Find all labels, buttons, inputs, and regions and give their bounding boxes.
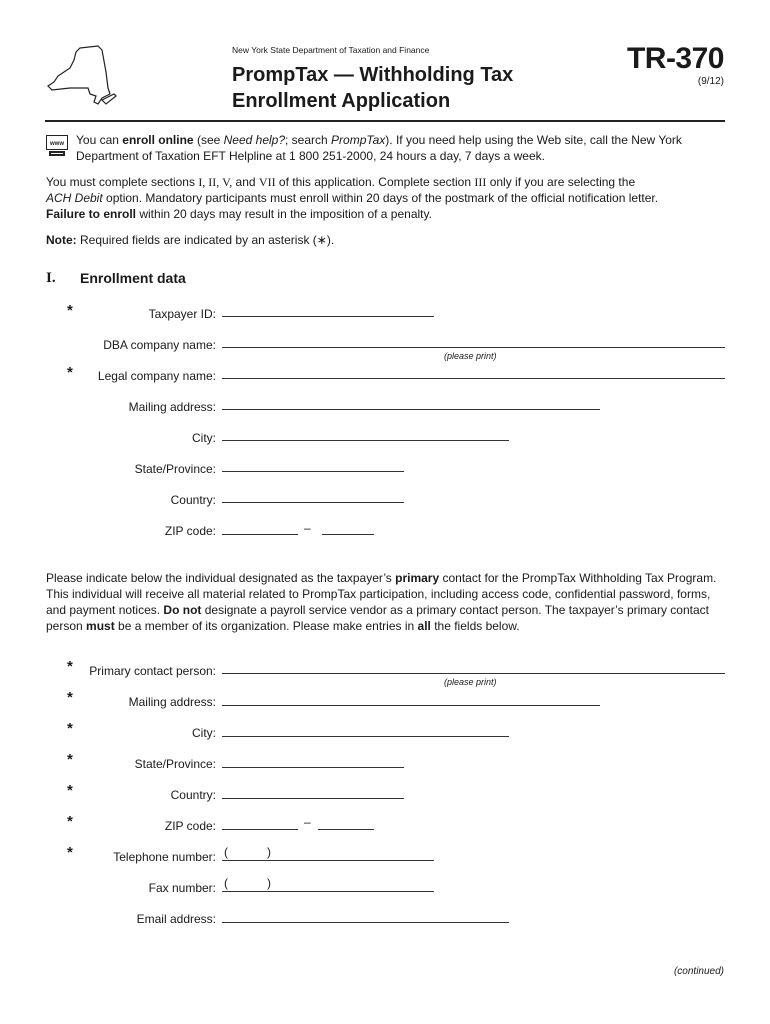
text: of this application. Complete section (275, 175, 475, 189)
section-vii: VII (258, 175, 276, 189)
zip-dash: – (304, 521, 311, 535)
required-asterisk: * (67, 844, 73, 861)
email-address-field[interactable] (222, 922, 509, 923)
ach-debit-term: ACH Debit (46, 191, 103, 205)
text: be a member of its organization. Please make entries in (114, 619, 418, 633)
need-help-link[interactable]: Need help? (223, 133, 286, 147)
svg-text:www: www (49, 141, 65, 147)
sections-paragraph (46, 174, 726, 222)
mailing-address-field[interactable] (222, 409, 600, 410)
required-asterisk: * (67, 302, 73, 319)
sections-list: I, II, V, (198, 175, 233, 189)
area-code-close-paren: ) (267, 876, 271, 890)
form-title-line1: PrompTax — Withholding Tax (232, 64, 514, 86)
text: contact for the PrompTax Withholding Tax Program. This individual will receive all material related to PrompTax participation, including access code, confidential password, forms, and payment notices. (46, 571, 717, 617)
note-label: Note: (46, 233, 77, 247)
contact-country-label: Country: (170, 788, 216, 802)
promptax-term: PrompTax (331, 133, 386, 147)
contact-zip-code-field[interactable] (222, 829, 298, 830)
fax-number-field[interactable] (222, 891, 434, 892)
enroll-online-paragraph (76, 132, 726, 164)
contact-zip-code-label: ZIP code: (164, 819, 216, 833)
telephone-number-label: Telephone number: (113, 850, 216, 864)
zip-code-field[interactable] (222, 534, 298, 535)
text: Please indicate below the individual designated as the taxpayer’s (46, 571, 396, 585)
section-number: I. (46, 270, 56, 286)
enroll-online-text: enroll online (122, 133, 194, 147)
required-asterisk: * (67, 751, 73, 768)
note-text: Required fields are indicated by an asterisk (∗). (76, 233, 335, 247)
primary-text: primary (395, 571, 440, 585)
mailing-address-label: Mailing address: (128, 400, 216, 414)
contact-state-province-field[interactable] (222, 767, 404, 768)
taxpayer-id-label: Taxpayer ID: (148, 307, 216, 321)
section-title: Enrollment data (80, 270, 186, 286)
text: option. Mandatory participants must enroll within 20 days of the postmark of the official notification letter. (102, 191, 659, 205)
required-asterisk: * (67, 658, 73, 675)
header-divider (45, 120, 725, 122)
text: within 20 days may result in the imposition of a penalty. (136, 207, 432, 221)
text: ; search (285, 133, 332, 147)
please-print-note: (please print) (444, 677, 497, 687)
text: only if you are selecting the (486, 175, 636, 189)
contact-mailing-address-field[interactable] (222, 705, 600, 706)
contact-country-field[interactable] (222, 798, 404, 799)
contact-city-field[interactable] (222, 736, 509, 737)
contact-mailing-address-label: Mailing address: (128, 695, 216, 709)
agency-name: New York State Department of Taxation and Finance (232, 45, 430, 55)
do-not-text: Do not (163, 603, 202, 617)
state-province-field[interactable] (222, 471, 404, 472)
contact-city-label: City: (192, 726, 216, 740)
primary-contact-label: Primary contact person: (89, 664, 216, 678)
required-asterisk: * (67, 720, 73, 737)
telephone-number-field[interactable] (222, 860, 434, 861)
area-code-open-paren: ( (224, 876, 228, 890)
dba-company-name-label: DBA company name: (103, 338, 216, 352)
primary-contact-field[interactable] (222, 673, 725, 674)
required-asterisk: * (67, 782, 73, 799)
text: and (232, 175, 259, 189)
required-asterisk: * (67, 813, 73, 830)
required-note (46, 232, 726, 248)
legal-company-name-label: Legal company name: (97, 369, 216, 383)
text: designate a payroll service vendor as a primary contact person. The taxpayer’s primary contact person (46, 603, 709, 633)
primary-contact-paragraph (46, 570, 726, 634)
zip-extension-field[interactable] (322, 534, 374, 535)
city-field[interactable] (222, 440, 509, 441)
area-code-close-paren: ) (267, 845, 271, 859)
legal-company-name-field[interactable] (222, 378, 725, 379)
contact-zip-extension-field[interactable] (318, 829, 374, 830)
contact-state-province-label: State/Province: (134, 757, 216, 771)
zip-code-label: ZIP code: (164, 524, 216, 538)
text: (see (193, 133, 224, 147)
state-province-label: State/Province: (134, 462, 216, 476)
new-york-state-map-icon (40, 42, 120, 112)
text: You can (76, 133, 123, 147)
revision-date: (9/12) (697, 76, 724, 87)
taxpayer-id-field[interactable] (222, 316, 434, 317)
text: ). If you need help using the Web site, call the New York (385, 133, 682, 147)
failure-to-enroll-text: Failure to enroll (46, 207, 137, 221)
text: the fields below. (430, 619, 520, 633)
www-computer-icon (46, 133, 68, 159)
dba-company-name-field[interactable] (222, 347, 725, 348)
zip-dash: – (304, 815, 311, 829)
form-number: TR-370 (626, 42, 724, 75)
required-asterisk: * (67, 689, 73, 706)
area-code-open-paren: ( (224, 845, 228, 859)
country-field[interactable] (222, 502, 404, 503)
form-title-line2: Enrollment Application (232, 90, 451, 112)
fax-number-label: Fax number: (148, 881, 216, 895)
text: You must complete sections (46, 175, 199, 189)
city-label: City: (192, 431, 216, 445)
continued-note: (continued) (673, 966, 724, 977)
email-address-label: Email address: (136, 912, 216, 926)
section-iii: III (474, 175, 487, 189)
helpline-text: Department of Taxation EFT Helpline at 1 800 251-2000, 24 hours a day, 7 days a week. (76, 149, 545, 163)
must-text: must (86, 619, 115, 633)
required-asterisk: * (67, 364, 73, 381)
all-text: all (417, 619, 431, 633)
form-title (232, 62, 513, 114)
country-label: Country: (170, 493, 216, 507)
please-print-note: (please print) (444, 351, 497, 361)
